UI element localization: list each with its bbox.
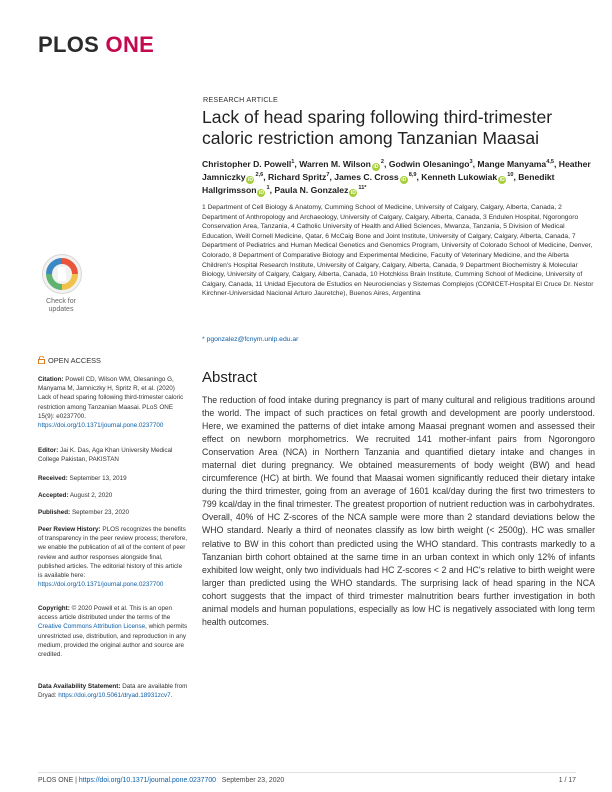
editor-block: Editor: Jai K. Das, Aga Khan University Medical College Pakistan, PAKISTAN	[38, 447, 173, 464]
peer-review-link[interactable]: https://doi.org/10.1371/journal.pone.0237700	[38, 581, 164, 589]
author-affiliation-sup: 10	[507, 172, 514, 178]
author-affiliation-sup: 1	[266, 185, 270, 191]
received-date: Received: September 13, 2019	[38, 475, 127, 482]
footer-date: September 23, 2020	[221, 777, 285, 784]
abstract-text: The reduction of food intake during pregnancy is part of many cultural and religious traditions around the world. The impact of such practices on fetal growth and development are poorly understood. Here, we examined the patterns of diet intake among Maasai pregnant women and assessed their effect on newborn morphometrics. We recruited 141 mother-infant pairs from Ngorongoro Conservation Area (NCA) in Northern Tanzania and quantified dietary intake and changes in maternal diet during pregnancy. We obtained measurements of body weight (BW) and head circumference (HC) at birth. We found that Maasai women significantly reduced their dietary intake during the third trimester, going from an average of 1601 kcal/day during the first two trimesters to 799 kcal/day in the final trimester. The greatest proportion of nutrient reduction was in carbohydrates. Overall, 40% of HC Z-scores of the NCA sample were more than 2 standard deviations below the WHO standard. Nearly a third of neonates classify as low birth weight (< 2500g). HC was smaller relative to BW in this cohort than predicted using the WHO standard. This contrasts markedly to a Tanzanian birth cohort obtained at the same time in an urban context in which only 12% of infants exhibited low weight, only two individuals had HC Z-scores < 2 and HC's relative to birth weight were larger than predicted using the WHO standards. The surprising lack of head sparing in the NCA cohort suggests that the impact of third trimester malnutrition bears further investigation in both animal models and human populations, especially as low HC is negatively associated with long term health outcomes.	[202, 395, 595, 627]
citation-doi-link[interactable]: https://doi.org/10.1371/journal.pone.0237700	[38, 422, 164, 430]
footer-left: PLOS ONE | https://doi.org/10.1371/journal.pone.0237700 September 23, 2020	[38, 777, 285, 784]
author-name: Godwin Olesaningo	[388, 159, 470, 169]
author-name: Benedikt Hallgrimsson	[202, 172, 555, 195]
author-name: Mange Manyama	[477, 159, 547, 169]
author-affiliation-sup: 7	[326, 172, 330, 178]
open-lock-icon	[38, 356, 45, 364]
open-access-label: OPEN ACCESS	[38, 356, 101, 365]
author-name: Warren M. Wilson	[299, 159, 371, 169]
author-affiliation-sup: 11*	[358, 185, 367, 191]
author-affiliation-sup: 2	[380, 159, 385, 165]
article-title: Lack of head sparing following third-trimester caloric restriction among Tanzanian Maasai	[202, 107, 553, 148]
copyright-block: Copyright: © 2020 Powell et al. This is an open access article distributed under the terms of the Creative Commons Attribution License, which permits unrestricted use, distribution, and reproduction in any medium, provided the original author and source are credited.	[38, 605, 188, 659]
footer-divider	[38, 772, 576, 773]
author-name: Christopher D. Powell	[202, 159, 292, 169]
author-affiliation-sup: 8,9	[408, 172, 417, 178]
published-date: Published: September 23, 2020	[38, 509, 129, 516]
author-affiliation-sup: 2,6	[255, 172, 264, 178]
affiliations: 1 Department of Cell Biology & Anatomy, Cumming School of Medicine, University of Calgary, Calgary, Alberta, Canada, 2 Department of Anthropology and Archaeology, University of Calgary, Calgary, Alberta, Canada, 3 Endulen Hospital, Ngorongoro Conservation Area, Tanzania, 4 Catholic University of Health and Allied Sciences, Mwanza, Tanzania, 5 Division of Medical Education, Weill Cornell Medicine, Qatar, 6 McCaig Bone and Joint Institute, University of Calgary, Calgary, Alberta, Canada, 7 Department of Pediatrics and Human Medical Genetics and Genomics Program, University of Colorado School of Medicine, Denver, Colorado, 8 Department of Comparative Biology and Experimental Medicine, Faculty of Veterinary Medicine, and the Alberta Children's Hospital Research Institute, University of Calgary, Calgary, Alberta, Canada, 9 Department Biochemistry & Molecular Biology, University of Calgary, Calgary, Alberta, Canada, 10 Hotchkiss Brain Institute, Cumming School of Medicine, University of Calgary, Canada, 11 Unidad Ejecutora de Estudios en Neurociencias y Sistemas Complejos (CONICET-Hospital El Cruce Dr. Nestor Kirchner-Universidad Nacional Arturo Jauretche), Buenos Aires, Argentina	[202, 204, 594, 298]
orcid-icon[interactable]: iD	[499, 177, 505, 183]
footer-doi-link[interactable]: https://doi.org/10.1371/journal.pone.0237700	[78, 777, 217, 784]
cc-license-link[interactable]: Creative Commons Attribution License	[38, 623, 146, 631]
dryad-link[interactable]: https://doi.org/10.5061/dryad.18931zcv7	[58, 692, 171, 700]
peer-review-block: Peer Review History: PLOS recognizes the benefits of transparency in the peer review process; therefore, we enable the publication of all of the content of peer review and author responses alongside final, published articles. The editorial history of this article is available here: https://doi.org/10.1371/journal.pone.0237700	[38, 526, 188, 589]
orcid-icon[interactable]: iD	[258, 190, 264, 196]
author-list: Christopher D. Powell$^1$, Warren M. Wilson $iD^2$, Godwin Olesaningo$^3$, Mange Manyama$^{4,5}$, Heather Jamniczky iD$^{2,6}$, Richard Spritz$^7$, James C. Cross iD$^{8,9}$, Kenneth Lukowiak $iD^{10}$, Benedikt Hallgrimsson $iD^1$, Paula N. Gonzalez $iD^{11*}$	[202, 159, 591, 196]
accepted-date: Accepted: August 2, 2020	[38, 492, 113, 499]
corresponding-email-link[interactable]: * pgonzalez@fcnym.unlp.edu.ar	[202, 336, 299, 343]
orcid-icon[interactable]: iD	[350, 190, 356, 196]
data-availability-block: Data Availability Statement: Data are available from Dryad: https://doi.org/10.5061/dryad.18931zcv7.	[38, 683, 188, 700]
orcid-icon[interactable]: iD	[247, 177, 253, 183]
check-for-updates-badge[interactable]	[38, 254, 84, 326]
citation-block: Citation: Powell CD, Wilson WM, Olesaningo G, Manyama M, Jamniczky H, Spritz R, et al. (2020) Lack of head sparing following third-trimester caloric restriction among Tanzanian Maasai. PLoS ONE 15(9): e0237700. https://doi.org/10.1371/journal.pone.0237700	[38, 376, 184, 430]
abstract-heading: Abstract	[202, 369, 258, 386]
author-name: Richard Spritz	[268, 172, 327, 182]
badge-line1: Check for	[46, 298, 76, 305]
check-updates-icon	[42, 254, 82, 294]
author-name: Heather Jamniczky	[202, 159, 591, 182]
author-name: Kenneth Lukowiak	[421, 172, 498, 182]
page-number: 1 / 17	[558, 777, 576, 784]
orcid-icon[interactable]: iD	[373, 164, 379, 170]
author-affiliation-sup: 3	[469, 159, 473, 165]
orcid-icon[interactable]: iD	[401, 177, 407, 183]
author-affiliation-sup: 4,5	[546, 159, 554, 165]
author-affiliation-sup: 1	[291, 159, 295, 165]
plos-one-logo: PLOS ONE	[38, 32, 155, 57]
article-type-label: RESEARCH ARTICLE	[203, 95, 278, 104]
author-name: James C. Cross	[334, 172, 399, 182]
author-name: Paula N. Gonzalez	[274, 185, 349, 195]
badge-line2: updates	[48, 306, 74, 313]
